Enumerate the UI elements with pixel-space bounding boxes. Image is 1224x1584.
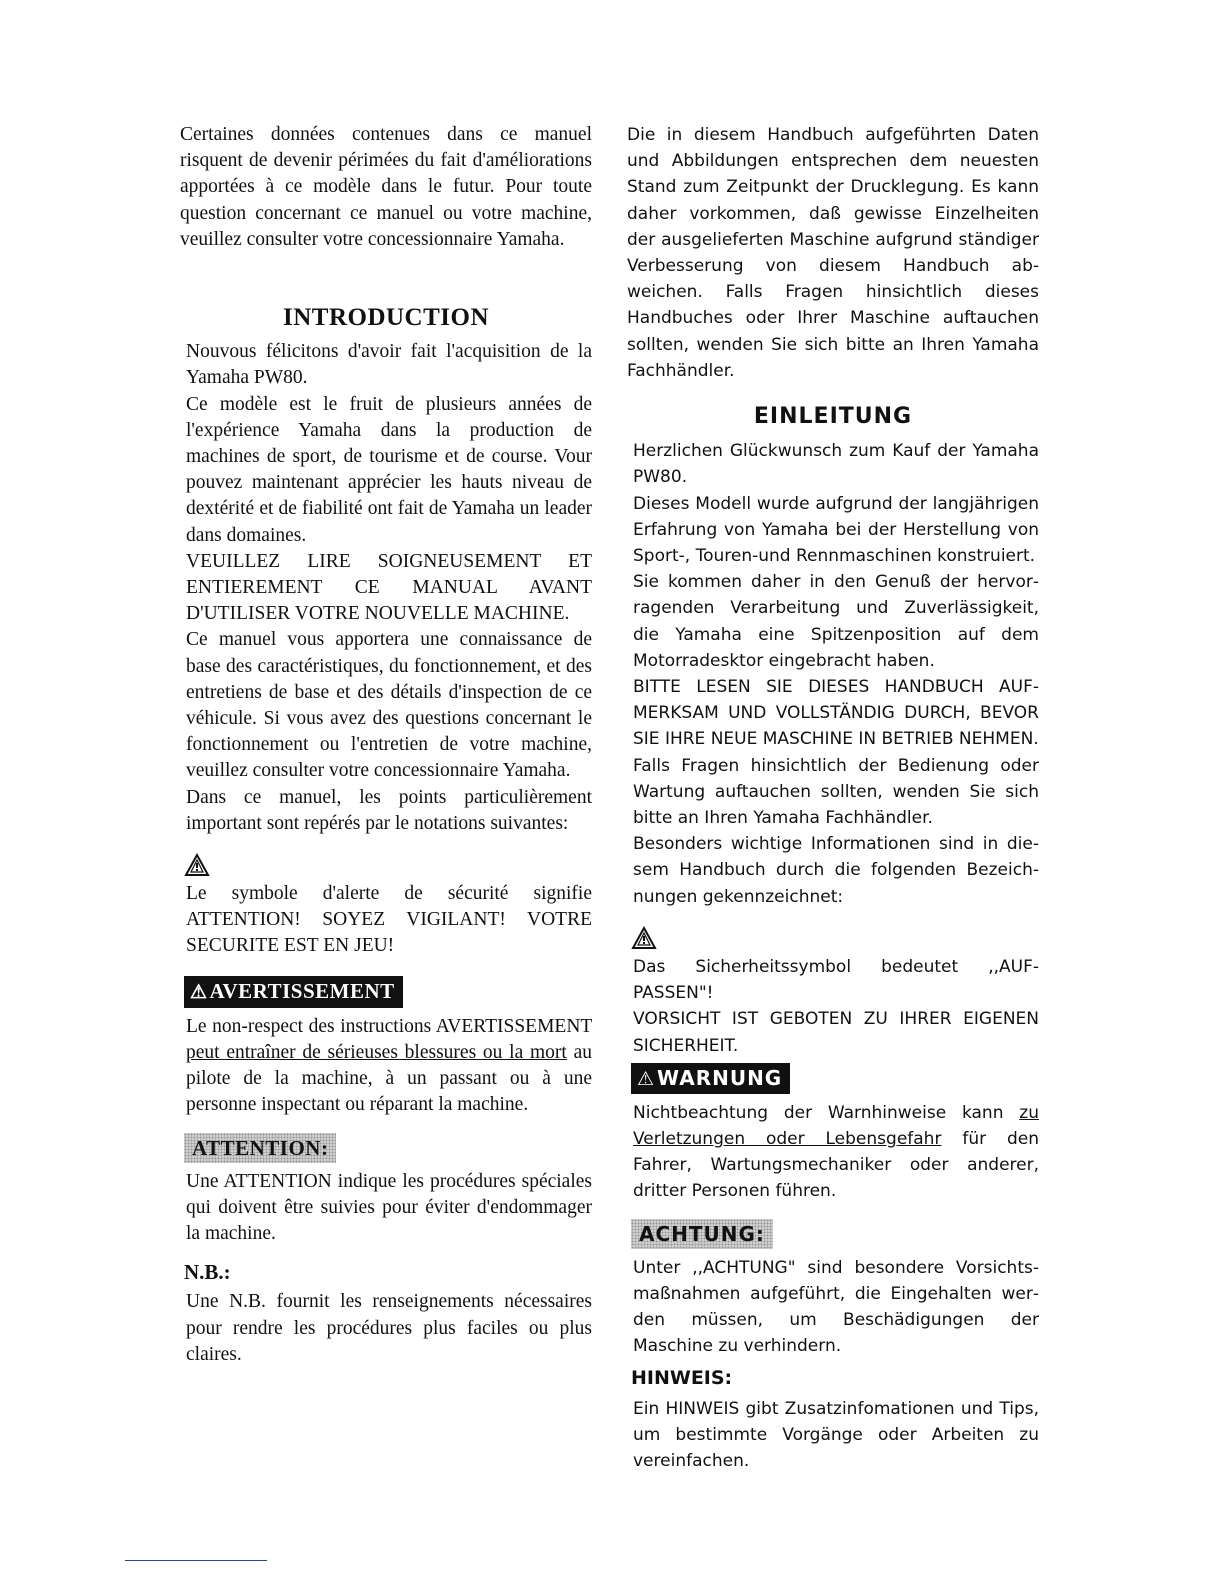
- fr-warning-post: au pilote de la machine, à un passant ou à une personne inspectant ou réparant la machine.: [186, 1041, 592, 1116]
- de-paragraph: BITTE LESEN SIE DIESES HANDBUCH AUFMERKSAM UND VOLLSTÄNDIG DURCH, BEVOR SIE IHRE NEUE MASCHINE IN BETRIEB NEHMEN.: [633, 677, 1039, 750]
- fr-paragraph: Nouvous félicitons d'avoir fait l'acquisition de la Yamaha PW80.: [186, 341, 592, 389]
- de-paragraph: Falls Fragen hinsichtlich der Bedienung oder Wartung auftauchen sollten, wenden Sie sich bitte an Ihren Yamaha Fachhändler.: [633, 755, 1039, 829]
- de-warning-emphasis: zu Verletzungen oder Lebensgefahr: [633, 1102, 1039, 1149]
- de-paragraph: Herzlichen Glückwunsch zum Kauf der Yamaha PW80.: [633, 441, 1039, 488]
- de-paragraph: Dieses Modell wurde aufgrund der langjährigen Erfahrung von Yamaha bei der Herstellung von Sport-, Touren-und Rennmaschinen konstruiert.: [633, 493, 1039, 567]
- fr-intro-paragraph: Certaines données contenues dans ce manuel risquent de devenir périmées du fait d'améliorations apportées à ce modèle dans le futur. Pour toute question concernant ce manuel ou votre machine, veuillez consulter votre concessionnaire Yamaha.: [180, 124, 592, 250]
- de-note-text: Ein HINWEIS gibt Zusatzinfomationen und Tips, um bestimmte Vorgänge oder Arbeiten zu vereinfachen.: [633, 1398, 1039, 1471]
- de-caution-banner: ACHTUNG:: [631, 1219, 773, 1249]
- de-warning-pre: Nichtbeachtung der Warnhinweise kann: [633, 1102, 1020, 1123]
- fr-warning-emphasis: peut entraîner de sérieuses blessures ou la mort: [186, 1041, 567, 1063]
- de-warning-text: [627, 1100, 1039, 1205]
- de-note-heading: HINWEIS:: [631, 1367, 733, 1390]
- de-caution-text: Unter ,,ACHTUNG" sind besondere Vorsichtsmaßnahmen aufgeführt, die Eingehalten werden müssen, um Beschädigungen der Maschine zu verhindern.: [633, 1257, 1039, 1357]
- fr-paragraph: Ce manuel vous apportera une connaissance de base des caractéristiques, du fonctionnement, et des entretiens de base et des détails d'inspection de ce véhicule. Si vous avez des questions concernant le fonctionnement ou l'entretien de votre machine, veuillez consulter votre concessionnaire Yamaha.: [186, 629, 592, 782]
- french-column: [180, 122, 592, 1368]
- fr-paragraph: Ce modèle est le fruit de plusieurs années de l'expérience Yamaha dans la production de machines de sport, de tourisme et de course. Vour pouvez maintenant apprécier les hauts niveau de dextérité et de fiabilité ont fait de Yamaha un leader dans domaines.: [186, 393, 592, 546]
- de-paragraph: Sie kommen daher in den Genuß der hervorragenden Verarbeitung und Zuverlässigkeit, die Yamaha eine Spitzenposition auf dem Motorradesktor eingebracht haben.: [633, 572, 1039, 671]
- fr-warning-pre: Le non-respect des instructions AVERTISSEMENT: [186, 1015, 592, 1037]
- fr-body: [180, 339, 592, 837]
- safety-alert-icon: [184, 853, 210, 877]
- footer-rule: [125, 1560, 267, 1561]
- fr-section-heading: INTRODUCTION: [282, 304, 490, 332]
- fr-alert-text: Le symbole d'alerte de sécurité signifie ATTENTION! SOYEZ VIGILANT! VOTRE SECURITE EST EN JEU!: [186, 883, 592, 957]
- fr-note-text: Une N.B. fournit les renseignements nécessaires pour rendre les procédures plus faciles ou plus claires.: [186, 1291, 592, 1365]
- fr-paragraph: Dans ce manuel, les points particulièrement important sont repérés par le notations suivantes:: [186, 786, 592, 834]
- fr-caution-text: Une ATTENTION indique les procédures spéciales qui doivent être suivies pour éviter d'endommager la machine.: [186, 1170, 592, 1244]
- warning-triangle-icon: ⚠: [637, 1067, 656, 1090]
- de-section-heading: EINLEITUNG: [753, 404, 913, 430]
- fr-warning-label: AVERTISSEMENT: [209, 978, 395, 1003]
- de-warning-post: für den Fahrer, Wartungsmechaniker oder anderer, dritter Personen führen.: [633, 1128, 1039, 1202]
- de-paragraph: Besonders wichtige Informationen sind in diesem Handbuch durch die folgenden Bezeichnungen gekennzeichnet:: [633, 834, 1039, 907]
- fr-warning-text: [180, 1014, 592, 1119]
- de-warning-banner: [631, 1063, 790, 1094]
- fr-caution-banner: ATTENTION:: [184, 1133, 336, 1163]
- de-intro-paragraph: Die in diesem Handbuch aufgeführten Daten und Abbildungen entsprechen dem neuesten Stand zum Zeitpunkt der Drucklegung. Es kann daher vorkommen, daß gewisse Einzelheiten der ausgelieferten Maschine aufgrund ständiger Verbesserung von diesem Handbuch abweichen. Falls Fragen hinsichtlich dieses Handbuches oder Ihrer Maschine auftauchen sollten, wenden Sie sich bitte an Ihren Yamaha Fachhändler.: [627, 125, 1039, 381]
- de-alert-text: VORSICHT IST GEBOTEN ZU IHRER EIGENEN SICHERHEIT.: [633, 1009, 1039, 1056]
- fr-note-heading: N.B.:: [184, 1260, 231, 1285]
- de-warning-label: WARNUNG: [657, 1065, 783, 1090]
- de-alert-block: [627, 954, 1039, 1059]
- safety-alert-icon: [631, 926, 657, 950]
- de-alert-text: Das Sicherheitssymbol bedeutet ,,AUFPASSEN"!: [633, 956, 1039, 1004]
- de-body: [627, 438, 1039, 910]
- fr-paragraph: VEUILLEZ LIRE SOIGNEUSEMENT ET ENTIEREMENT CE MANUAL AVANT D'UTILISER VOTRE NOUVELLE MACHINE.: [186, 550, 592, 625]
- warning-triangle-icon: ⚠: [190, 981, 208, 1003]
- fr-warning-banner: [184, 976, 403, 1008]
- german-column: [627, 122, 1039, 1474]
